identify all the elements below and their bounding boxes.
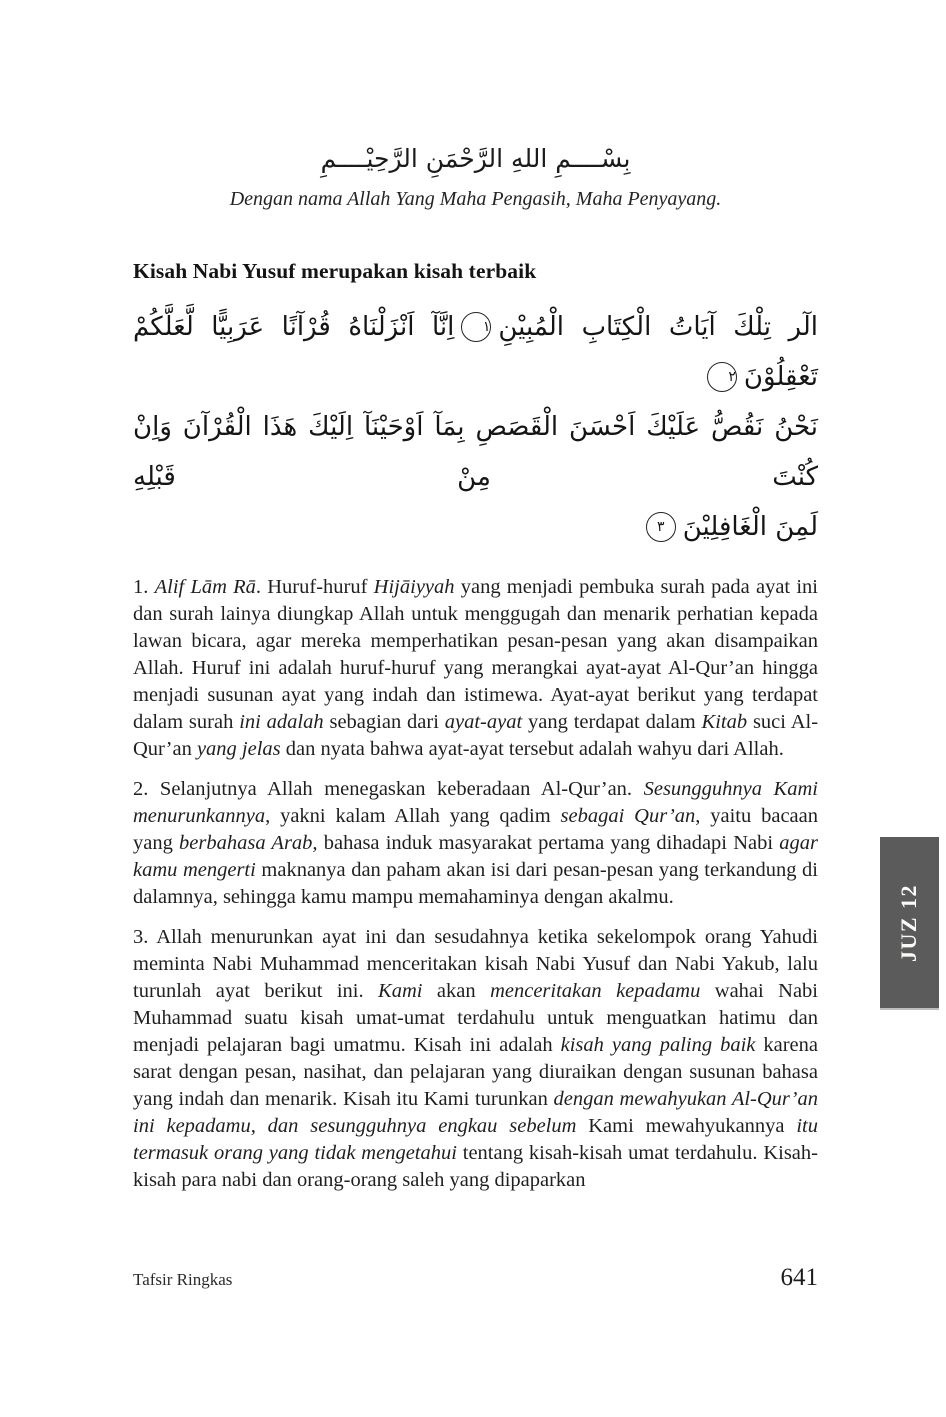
tafsir-paragraph bbox=[133, 776, 818, 911]
commentary-text: 1. bbox=[133, 575, 155, 598]
commentary-text: suci Al-Qur’an bbox=[133, 710, 819, 760]
quranic-quote-text: Kami bbox=[378, 979, 423, 1002]
bismillah-translation: Dengan nama Allah Yang Maha Pengasih, Maha Penyayang. bbox=[229, 187, 722, 210]
commentary-text: , yaitu bacaan yang bbox=[133, 804, 818, 854]
juz-tab bbox=[880, 837, 939, 1010]
bismillah-calligraphy: بِسْــــمِ اللهِ الرَّحْمَنِ الرَّحِيْــــمِ bbox=[320, 144, 631, 173]
quranic-quote-text: Hijāiyyah bbox=[373, 575, 455, 598]
verse-arabic-text: الٓر تِلْكَ آيَاتُ الْكِتَابِ الْمُبِيْنِ bbox=[498, 311, 819, 342]
quranic-quote-text: itu termasuk orang yang tidak mengetahui bbox=[133, 1114, 818, 1164]
juz-tab-label: JUZ 12 bbox=[896, 883, 922, 962]
verse-line bbox=[133, 402, 818, 502]
page-content bbox=[133, 0, 818, 1207]
verse-line bbox=[133, 502, 818, 552]
tafsir-paragraphs bbox=[133, 574, 818, 1194]
quranic-quote-text: sebagai Qur’an bbox=[560, 804, 696, 827]
commentary-text: karena sarat dengan pesan, nasihat, dan pelajaran yang diuraikan dengan susunan bahasa yang indah dan menarik. Kisah itu Kami turunkan bbox=[133, 1033, 818, 1110]
quranic-quote-text: yang jelas bbox=[196, 737, 281, 760]
commentary-text: akan bbox=[422, 979, 491, 1002]
commentary-text: 2. Selanjutnya Allah menegaskan keberadaan Al-Qur’an. bbox=[133, 777, 644, 800]
quranic-quote-text: Kitab bbox=[701, 710, 748, 733]
commentary-text: Kami mewahyukannya bbox=[576, 1114, 797, 1137]
commentary-text: maknanya dan paham akan isi dari pesan-pesan yang terkandung di dalamnya, sehingga kamu mampu memahaminya dengan akalmu. bbox=[133, 858, 818, 908]
quran-verse-block bbox=[133, 302, 818, 552]
verse-line bbox=[133, 302, 818, 402]
quranic-quote-text: dengan mewahyukan Al-Qur’an ini kepadamu, dan sesungguhnya engkau sebelum bbox=[133, 1087, 818, 1137]
commentary-text: , yakni kalam Allah yang qadim bbox=[265, 804, 561, 827]
footer-book-title: Tafsir Ringkas bbox=[133, 1270, 233, 1289]
quranic-quote-text: menceritakan kepadamu bbox=[490, 979, 701, 1002]
quranic-quote-text: Alif Lām Rā bbox=[154, 575, 256, 598]
footer-page-number: 641 bbox=[780, 1264, 818, 1291]
ayah-end-marker: ٣ bbox=[646, 512, 676, 542]
quranic-quote-text: ayat-ayat bbox=[444, 710, 523, 733]
commentary-text: bahasa induk masyarakat pertama yang dihadapi Nabi bbox=[317, 831, 780, 854]
tafsir-paragraph bbox=[133, 574, 818, 763]
ayah-end-marker: ٢ bbox=[707, 362, 737, 392]
quranic-quote-text: kisah yang paling baik bbox=[560, 1033, 756, 1056]
commentary-text: dan nyata bahwa ayat-ayat tersebut adalah wahyu dari Allah. bbox=[280, 737, 784, 760]
commentary-text: . Huruf-huruf bbox=[255, 575, 374, 598]
verse-arabic-text: لَمِنَ الْغَافِلِيْنَ bbox=[682, 511, 818, 542]
commentary-text: yang terdapat dalam bbox=[522, 710, 702, 733]
verse-arabic-text: نَحْنُ نَقُصُّ عَلَيْكَ اَحْسَنَ الْقَصَصِ بِمَآ اَوْحَيْنَآ اِلَيْكَ هَذَا الْقُرْآنَ وَاِنْ كُنْتَ مِنْ قَبْلِهِ bbox=[133, 411, 818, 492]
ayah-end-marker: ١ bbox=[461, 312, 491, 342]
commentary-text: wahai Nabi Muhammad suatu kisah umat-umat terdahulu untuk menguatkan hatimu dan menjadi pelajaran bagi umatmu. Kisah ini adalah bbox=[133, 979, 818, 1056]
commentary-text: sebagian dari bbox=[323, 710, 445, 733]
verse-arabic-text: اِنَّآ اَنْزَلْنَاهُ قُرْآنًا عَرَبِيًّا لَّعَلَّكُمْ تَعْقِلُوْنَ bbox=[133, 311, 818, 392]
quranic-quote-text: agar kamu mengerti bbox=[133, 831, 818, 881]
commentary-text: yang menjadi pembuka surah pada ayat ini dan surah lainya diungkap Allah untuk menggugah dan menarik perhatian kepada lawan bicara, agar mereka memperhatikan pesan-pesan yang akan disampaikan Allah. Huruf ini adalah huruf-huruf yang merangkai ayat-ayat Al-Qur’an hingga menjadi susunan ayat yang indah dan istimewa. Ayat-ayat berikut yang terdapat dalam surah bbox=[133, 575, 818, 733]
quranic-quote-text: ini adalah bbox=[239, 710, 324, 733]
tafsir-paragraph bbox=[133, 924, 818, 1194]
quranic-quote-text: Sesungguhnya Kami menurunkannya bbox=[133, 777, 818, 827]
section-heading: Kisah Nabi Yusuf merupakan kisah terbaik bbox=[133, 258, 537, 283]
page-footer bbox=[133, 1264, 818, 1292]
quranic-quote-text: berbahasa Arab, bbox=[179, 831, 318, 854]
commentary-text: tentang kisah-kisah umat terdahulu. Kisah-kisah para nabi dan orang-orang saleh yang dipaparkan bbox=[133, 1141, 818, 1191]
commentary-text: 3. Allah menurunkan ayat ini dan sesudahnya ketika sekelompok orang Yahudi meminta Nabi Muhammad menceritakan kisah Nabi Yusuf dan Nabi Yakub, lalu turunlah ayat berikut ini. bbox=[133, 925, 818, 1002]
